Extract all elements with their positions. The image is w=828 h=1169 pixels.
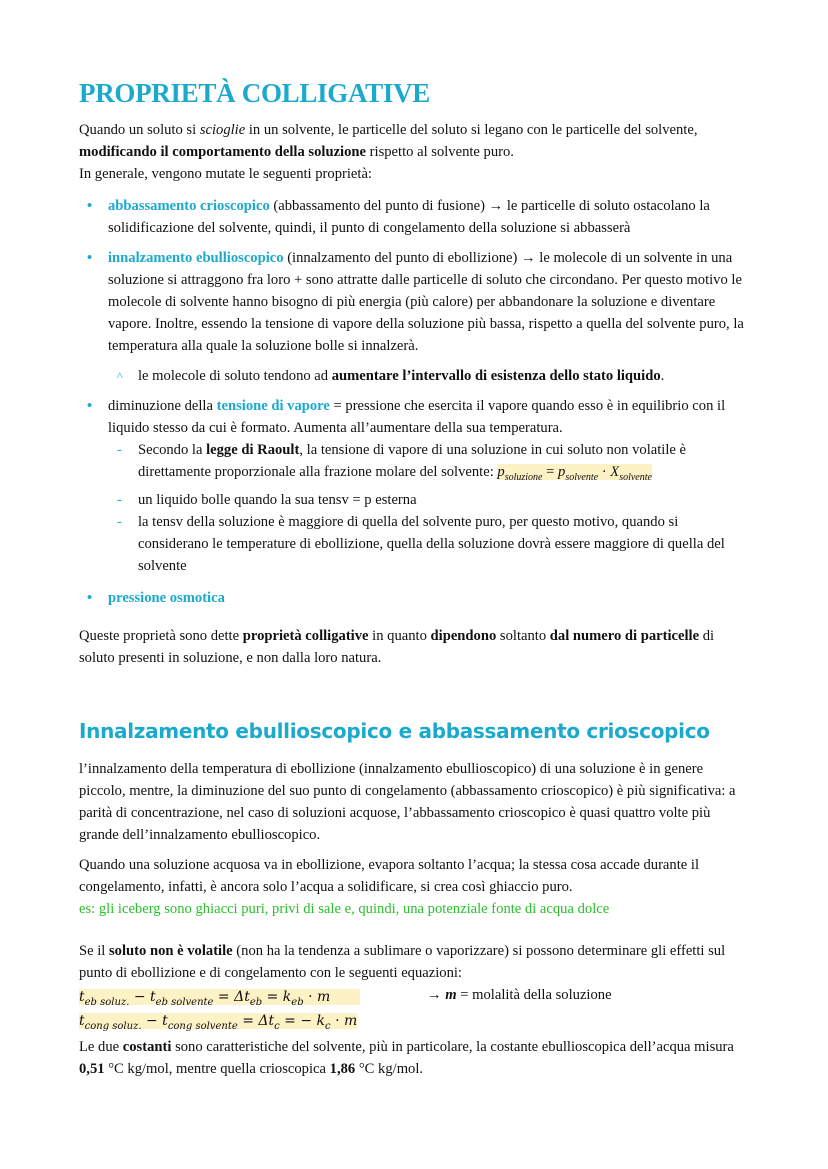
text: un liquido bolle quando la sua tensv = p esterna bbox=[138, 491, 417, 508]
f: cong soluz. bbox=[84, 1020, 142, 1032]
eq bbox=[79, 1013, 358, 1032]
intro-block bbox=[79, 119, 749, 669]
f: c bbox=[325, 1020, 331, 1032]
f: − bbox=[129, 989, 151, 1005]
text-bold: dal numero di particelle bbox=[549, 627, 700, 644]
list-item bbox=[79, 195, 749, 239]
caret-marker: ^ bbox=[117, 369, 123, 383]
term: abbassamento crioscopico bbox=[108, 198, 270, 214]
equation-cryoscopic bbox=[79, 1010, 357, 1038]
text: Se il bbox=[79, 943, 109, 959]
text-bold: m bbox=[445, 987, 457, 1003]
f: · m bbox=[303, 989, 331, 1005]
f: t bbox=[150, 989, 156, 1005]
f: c bbox=[274, 1020, 280, 1032]
properties-list bbox=[79, 195, 749, 357]
text-bold: soluto non è volatile bbox=[109, 943, 233, 959]
term: pressione osmotica bbox=[108, 589, 225, 606]
text-bold: legge di Raoult bbox=[206, 442, 300, 458]
text: di soluto presenti in soluzione, e non dalla loro natura. bbox=[79, 627, 715, 666]
list-item bbox=[79, 395, 749, 577]
text-italic: scioglie bbox=[199, 122, 246, 138]
list-item bbox=[79, 247, 749, 357]
text: Secondo la bbox=[138, 442, 207, 458]
f: eb bbox=[249, 996, 263, 1008]
properties-list-cont bbox=[79, 395, 749, 609]
sub-item bbox=[108, 489, 749, 511]
text-bold: proprietà colligative bbox=[242, 627, 369, 644]
text: Quando un soluto si bbox=[79, 122, 200, 138]
term: innalzamento ebullioscopico bbox=[108, 250, 284, 266]
paragraph: Quando una soluzione acquosa va in ebollizione, evapora soltanto l’acqua; la stessa cosa accade durante il congelamento, infatti, è ancora solo l’acqua a solidificare, si crea così ghiaccio puro. bbox=[79, 857, 699, 895]
f: · bbox=[598, 464, 611, 480]
f: p bbox=[497, 464, 505, 480]
f: soluzione bbox=[504, 471, 543, 483]
text: (non ha la tendenza a sublimare o vaporizzare) si possono determinare gli effetti sul punto di ebollizione e di congelamento con le seguenti equazioni: bbox=[79, 943, 726, 981]
caret-note bbox=[79, 365, 749, 387]
summary-paragraph bbox=[79, 625, 749, 669]
dash-marker: - bbox=[117, 442, 122, 458]
text-bold: aumentare l’intervallo di esistenza dello stato liquido bbox=[331, 368, 661, 384]
paragraph bbox=[79, 940, 749, 984]
f: cong solvente bbox=[167, 1020, 238, 1032]
text: in quanto bbox=[368, 627, 431, 644]
text: sono caratteristiche del solvente, più in particolare, la costante ebullioscopica dell’acqua misura bbox=[171, 1039, 734, 1055]
f: · m bbox=[330, 1013, 358, 1029]
f: t bbox=[162, 1013, 168, 1029]
f: eb soluz. bbox=[84, 996, 130, 1008]
text: (abbassamento del punto di fusione) → le particelle di soluto ostacolano la solidificazione del solvente, quindi, il punto di congelamento della soluzione si abbasserà bbox=[108, 198, 710, 236]
sub-item bbox=[108, 439, 749, 489]
page-title: PROPRIETÀ COLLIGATIVE bbox=[79, 78, 431, 108]
f: t bbox=[79, 1013, 85, 1029]
f: = − k bbox=[279, 1013, 326, 1029]
text: soltanto bbox=[496, 627, 550, 644]
text: °C kg/mol, mentre quella crioscopica bbox=[104, 1061, 330, 1077]
dash-marker: - bbox=[117, 513, 122, 530]
sub-item bbox=[108, 511, 749, 577]
section-heading: Innalzamento ebullioscopico e abbassamento crioscopico bbox=[79, 719, 710, 743]
text: in un solvente, le particelle del soluto si legano con le particelle del solvente, bbox=[245, 122, 698, 138]
paragraph: l’innalzamento della temperatura di ebollizione (innalzamento ebullioscopico) di una soluzione è in genere piccolo, mentre, la diminuzione del suo punto di congelamento (abbassamento crioscopico) è più significativa: a parità di concentrazione, nel caso di soluzioni acquose, l’abbassamento crioscopico è quasi quattro volte più grande dell’innalzamento ebullioscopico. bbox=[79, 761, 736, 843]
text: . bbox=[660, 368, 665, 384]
text: In generale, vengono mutate le seguenti proprietà: bbox=[79, 166, 372, 182]
eq bbox=[79, 989, 360, 1008]
paragraph bbox=[79, 1036, 749, 1080]
text-bold: 0,51 bbox=[79, 1061, 105, 1077]
intro-paragraph bbox=[79, 119, 749, 185]
text-bold: dipendono bbox=[430, 627, 497, 644]
text-bold: costanti bbox=[122, 1039, 172, 1055]
text: , la tensione di vapore di una soluzione in cui soluto non volatile è direttamente proporzionale alla frazione molare del solvente: bbox=[138, 442, 686, 480]
text-bold: 1,86 bbox=[329, 1061, 356, 1077]
equations bbox=[79, 984, 749, 1032]
text: rispetto al solvente puro. bbox=[366, 144, 514, 160]
f: = k bbox=[262, 989, 292, 1005]
text: = pressione che esercita il vapore quando esso è in equilibrio con il liquido stesso da cui è formato. Aumenta all’aumentare della sua temperatura. bbox=[108, 398, 726, 436]
f: solvente bbox=[565, 471, 599, 483]
text: °C kg/mol. bbox=[355, 1061, 424, 1077]
list-item bbox=[79, 587, 749, 609]
example-note: es: gli iceberg sono ghiacci puri, privi di sale e, quindi, una potenziale fonte di acqua dolce bbox=[79, 901, 610, 917]
text-bold: modificando il comportamento della soluzione bbox=[79, 144, 367, 160]
f: t bbox=[79, 989, 85, 1005]
f: = Δt bbox=[213, 989, 250, 1005]
text: diminuzione della bbox=[108, 398, 217, 414]
f: X bbox=[610, 464, 620, 480]
f: p bbox=[558, 464, 566, 480]
text: (innalzamento del punto di ebollizione) → le molecole di un solvente in una soluzione si attraggono fra loro + sono attratte dalle particelle di soluto che circondano. Per questo motivo le molecole di solvente hanno bisogno di più energia (più calore) per abbandonare la soluzione e diventare vapore. Inoltre, essendo la tensione di vapore della soluzione più bassa, rispetto a quella del solvente puro, la temperatura alla quale la soluzione bolle si innalzerà. bbox=[108, 250, 744, 354]
text: Queste proprietà sono dette bbox=[79, 627, 243, 644]
section2-block bbox=[79, 758, 749, 1080]
f: solvente bbox=[619, 471, 652, 483]
sub-list bbox=[108, 439, 749, 577]
arrow: → bbox=[427, 987, 446, 1003]
molality-note bbox=[427, 984, 612, 1006]
term: tensione di vapore bbox=[216, 398, 330, 414]
f: eb bbox=[291, 996, 304, 1008]
f: = Δt bbox=[237, 1013, 275, 1029]
raoult-formula bbox=[497, 464, 652, 483]
f: = bbox=[542, 464, 559, 480]
dash-marker: - bbox=[117, 491, 122, 508]
f: eb solvente bbox=[155, 996, 214, 1008]
text: = molalità della soluzione bbox=[456, 987, 612, 1003]
text: la tensv della soluzione è maggiore di quella del solvente puro, per questo motivo, quando si considerano le temperature di ebollizione, quella della soluzione dovrà essere maggiore di quella del solvente bbox=[138, 513, 725, 574]
text: Le due bbox=[79, 1039, 123, 1055]
text: le molecole di soluto tendono ad bbox=[138, 368, 332, 384]
f: − bbox=[141, 1013, 163, 1029]
